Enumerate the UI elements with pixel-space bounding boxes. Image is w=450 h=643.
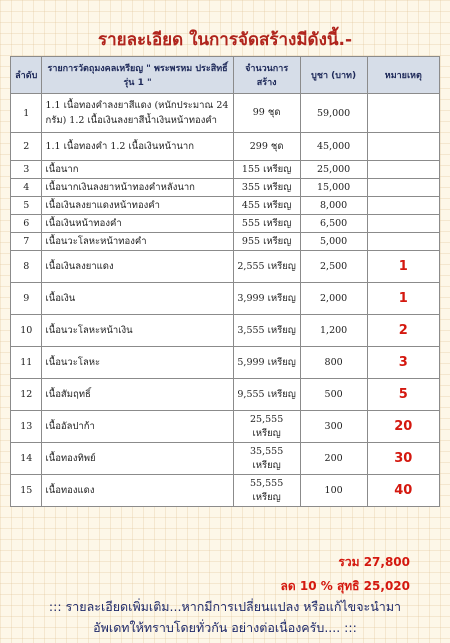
- row-number: 7: [11, 233, 42, 251]
- row-price: 300: [300, 411, 367, 443]
- table-row: [11, 94, 440, 133]
- table-row: [11, 283, 440, 315]
- row-item-name: เนื้อสัมฤทธิ์: [42, 379, 233, 411]
- table-row: [11, 251, 440, 283]
- row-price: 15,000: [300, 179, 367, 197]
- total-amount: รวม 27,800: [338, 555, 410, 569]
- page-title: รายละเอียด ในการจัดสร้างมีดังนี้.-: [97, 30, 353, 50]
- header-price: บูชา (บาท): [300, 57, 367, 94]
- table-body: [11, 94, 440, 507]
- row-number: 11: [11, 347, 42, 379]
- row-item-name: เนื้อนวะโลหะหน้าทองคำ: [42, 233, 233, 251]
- row-price: 800: [300, 347, 367, 379]
- row-price: 45,000: [300, 133, 367, 161]
- row-quantity: 99 ชุด: [233, 94, 300, 133]
- footer-line-2: อัพเดทให้ทราบโดยทั่วกัน อย่างต่อเนื่องครับ.... :::: [93, 620, 357, 635]
- table-row: [11, 411, 440, 443]
- row-note: 1: [367, 251, 439, 283]
- row-quantity: 55,555 เหรียญ: [233, 475, 300, 507]
- row-note: [367, 179, 439, 197]
- row-number: 2: [11, 133, 42, 161]
- row-item-name: เนื้อนากเงินลงยาหน้าทองคำหลังนาก: [42, 179, 233, 197]
- row-quantity: 355 เหรียญ: [233, 179, 300, 197]
- row-quantity: 3,555 เหรียญ: [233, 315, 300, 347]
- row-note: [367, 233, 439, 251]
- row-note: [367, 133, 439, 161]
- row-quantity: 3,999 เหรียญ: [233, 283, 300, 315]
- row-quantity: 9,555 เหรียญ: [233, 379, 300, 411]
- row-item-name: เนื้อเงินลงยาแดง: [42, 251, 233, 283]
- row-price: 200: [300, 443, 367, 475]
- row-quantity: 2,555 เหรียญ: [233, 251, 300, 283]
- row-number: 8: [11, 251, 42, 283]
- table-row: [11, 197, 440, 215]
- row-number: 14: [11, 443, 42, 475]
- row-item-name: เนื้อนวะโลหะหน้าเงิน: [42, 315, 233, 347]
- header-no: ลำดับ: [11, 57, 42, 94]
- row-number: 3: [11, 161, 42, 179]
- row-number: 13: [11, 411, 42, 443]
- row-item-name: เนื้อนาก: [42, 161, 233, 179]
- row-price: 25,000: [300, 161, 367, 179]
- row-quantity: 555 เหรียญ: [233, 215, 300, 233]
- header-note: หมายเหตุ: [367, 57, 439, 94]
- row-note: 3: [367, 347, 439, 379]
- table-row: [11, 179, 440, 197]
- footer-line-1: ::: รายละเอียดเพิ่มเติม...หากมีการเปลี่ยนแปลง หรือแก้ไขจะนำมา: [48, 599, 402, 614]
- row-number: 15: [11, 475, 42, 507]
- table-row: [11, 133, 440, 161]
- row-item-name: เนื้อเงินหน้าทองคำ: [42, 215, 233, 233]
- row-quantity: 155 เหรียญ: [233, 161, 300, 179]
- row-price: 5,000: [300, 233, 367, 251]
- row-number: 12: [11, 379, 42, 411]
- row-quantity: 35,555 เหรียญ: [233, 443, 300, 475]
- row-item-name: เนื้อนวะโลหะ: [42, 347, 233, 379]
- row-note: 5: [367, 379, 439, 411]
- row-number: 6: [11, 215, 42, 233]
- row-note: [367, 161, 439, 179]
- row-number: 1: [11, 94, 42, 133]
- header-name: รายการวัตถุมงคลเหรียญ " พระพรหม ประสิทธิ์ รุ่น 1 ": [42, 57, 233, 94]
- table-row: [11, 315, 440, 347]
- row-note: [367, 94, 439, 133]
- row-number: 5: [11, 197, 42, 215]
- row-note: 1: [367, 283, 439, 315]
- table-row: [11, 379, 440, 411]
- row-note: 20: [367, 411, 439, 443]
- row-note: 40: [367, 475, 439, 507]
- table-row: [11, 215, 440, 233]
- table-header-row: [11, 57, 440, 94]
- row-price: 59,000: [300, 94, 367, 133]
- row-price: 100: [300, 475, 367, 507]
- table-row: [11, 233, 440, 251]
- row-price: 2,500: [300, 251, 367, 283]
- row-note: 30: [367, 443, 439, 475]
- items-table: [10, 56, 440, 507]
- row-quantity: 25,555 เหรียญ: [233, 411, 300, 443]
- row-item-name: 1.1 เนื้อทองคำลงยาสีแดง (หนักประมาณ 24 กรัม) 1.2 เนื้อเงินลงยาสีน้ำเงินหน้าทองคำ: [42, 94, 233, 133]
- row-item-name: เนื้อเงิน: [42, 283, 233, 315]
- table-row: [11, 475, 440, 507]
- table-row: [11, 443, 440, 475]
- row-item-name: เนื้อทองทิพย์: [42, 443, 233, 475]
- table-row: [11, 347, 440, 379]
- table-row: [11, 161, 440, 179]
- row-note: 2: [367, 315, 439, 347]
- row-quantity: 5,999 เหรียญ: [233, 347, 300, 379]
- row-price: 2,000: [300, 283, 367, 315]
- row-item-name: 1.1 เนื้อทองคำ 1.2 เนื้อเงินหน้านาก: [42, 133, 233, 161]
- net-amount: ลด 10 % สุทธิ 25,020: [280, 579, 410, 593]
- row-number: 4: [11, 179, 42, 197]
- row-quantity: 299 ชุด: [233, 133, 300, 161]
- row-number: 10: [11, 315, 42, 347]
- row-note: [367, 197, 439, 215]
- row-item-name: เนื้อเงินลงยาแดงหน้าทองคำ: [42, 197, 233, 215]
- footer-note: [0, 596, 450, 638]
- row-quantity: 455 เหรียญ: [233, 197, 300, 215]
- row-price: 6,500: [300, 215, 367, 233]
- row-price: 8,000: [300, 197, 367, 215]
- row-number: 9: [11, 283, 42, 315]
- header-qty: จำนวนการ สร้าง: [233, 57, 300, 94]
- row-quantity: 955 เหรียญ: [233, 233, 300, 251]
- row-note: [367, 215, 439, 233]
- row-price: 1,200: [300, 315, 367, 347]
- row-item-name: เนื้ออัลปาก้า: [42, 411, 233, 443]
- row-item-name: เนื้อทองแดง: [42, 475, 233, 507]
- row-price: 500: [300, 379, 367, 411]
